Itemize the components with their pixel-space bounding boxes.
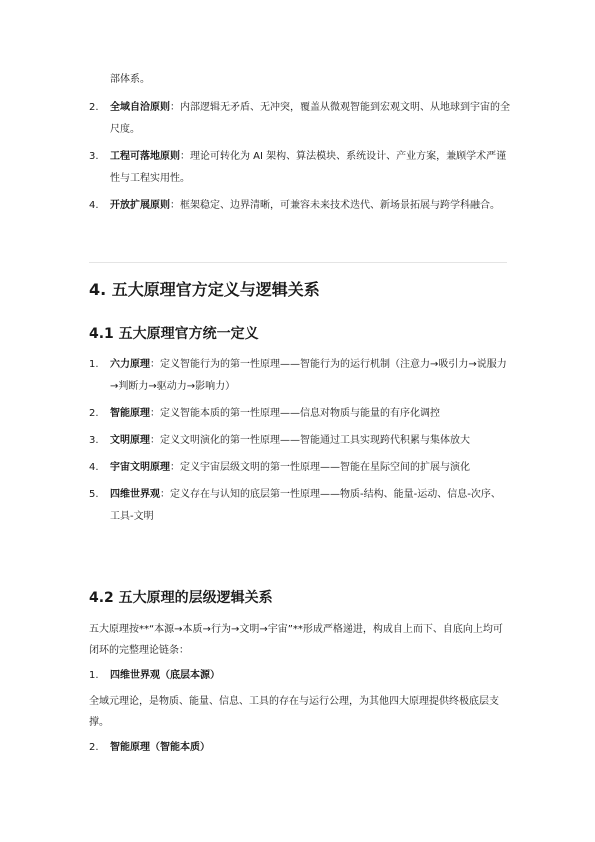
list-item — [0, 146, 510, 190]
list-item — [0, 484, 510, 528]
item-title: 智能原理（智能本质） — [110, 742, 210, 753]
item-text: 理论可转化为 AI 架构、算法模块、系统设计、产业方案，兼顾学术严谨性与工程实用性。 — [110, 151, 507, 184]
item-number: 2. — [89, 742, 99, 753]
item-sep: ： — [170, 102, 180, 113]
item-text: 框架稳定、边界清晰，可兼容未来技术迭代、新场景拓展与跨学科融合。 — [180, 200, 500, 211]
principles-list — [0, 97, 595, 222]
item-number: 3. — [89, 435, 99, 446]
list-item — [0, 430, 510, 452]
item-number: 3. — [89, 151, 99, 162]
item-title: 全域自洽原则 — [110, 102, 170, 113]
intro-paragraph: 五大原理按**“本源→本质→行为→文明→宇宙”**形成严格递进，构成自上而下、自底向上均可闭环的完整理论链条： — [89, 624, 503, 656]
list-item — [0, 195, 510, 217]
item-text: 内部逻辑无矛盾、无冲突，覆盖从微观智能到宏观文明、从地球到宇宙的全尺度。 — [110, 102, 510, 135]
item-title: 智能原理 — [110, 408, 150, 419]
continuation-text: 部体系。 — [110, 74, 150, 85]
section-divider — [89, 262, 507, 263]
item-text: 定义宇宙层级文明的第一性原理——智能在星际空间的扩展与演化 — [180, 462, 470, 473]
item-title: 四维世界观 — [110, 489, 160, 500]
item-number: 1. — [89, 670, 99, 681]
hierarchy-item-heading — [89, 668, 220, 684]
item-number: 4. — [89, 200, 99, 211]
item-title: 宇宙文明原理 — [110, 462, 170, 473]
hierarchy-item-heading — [89, 740, 210, 756]
item-sep: ： — [150, 435, 160, 446]
item-number: 5. — [89, 489, 99, 500]
item-sep: ： — [150, 408, 160, 419]
list-item — [0, 354, 510, 398]
list-item — [0, 97, 510, 141]
item-title: 工程可落地原则 — [110, 151, 180, 162]
item-sep: ： — [180, 151, 190, 162]
item-sep: ： — [160, 489, 170, 500]
item-number: 4. — [89, 462, 99, 473]
item-title: 开放扩展原则 — [110, 200, 170, 211]
item-text: 定义文明演化的第一性原理——智能通过工具实现跨代积累与集体放大 — [160, 435, 470, 446]
item-text: 定义存在与认知的底层第一性原理——物质-结构、能量-运动、信息-次序、工具-文明 — [110, 489, 501, 522]
hierarchy-item-description: 全域元理论，是物质、能量、信息、工具的存在与运行公理，为其他四大原理提供终极底层支撑。 — [89, 696, 499, 728]
subsection-heading: 4.1 五大原理官方统一定义 — [89, 326, 259, 342]
item-sep: ： — [150, 359, 160, 370]
definitions-list — [0, 354, 595, 533]
item-title: 六力原理 — [110, 359, 150, 370]
item-number: 1. — [89, 359, 99, 370]
item-title: 文明原理 — [110, 435, 150, 446]
subsection-heading: 4.2 五大原理的层级逻辑关系 — [89, 590, 273, 606]
list-item — [0, 457, 510, 479]
item-title: 四维世界观（底层本源） — [110, 670, 220, 681]
section-heading: 4. 五大原理官方定义与逻辑关系 — [89, 280, 320, 299]
item-number: 2. — [89, 102, 99, 113]
item-sep: ： — [170, 200, 180, 211]
item-sep: ： — [170, 462, 180, 473]
item-text: 定义智能本质的第一性原理——信息对物质与能量的有序化调控 — [160, 408, 440, 419]
list-item — [0, 403, 510, 425]
item-text: 定义智能行为的第一性原理——智能行为的运行机制（注意力→吸引力→说服力→判断力→驱动力→影响力） — [110, 359, 507, 392]
item-number: 2. — [89, 408, 99, 419]
